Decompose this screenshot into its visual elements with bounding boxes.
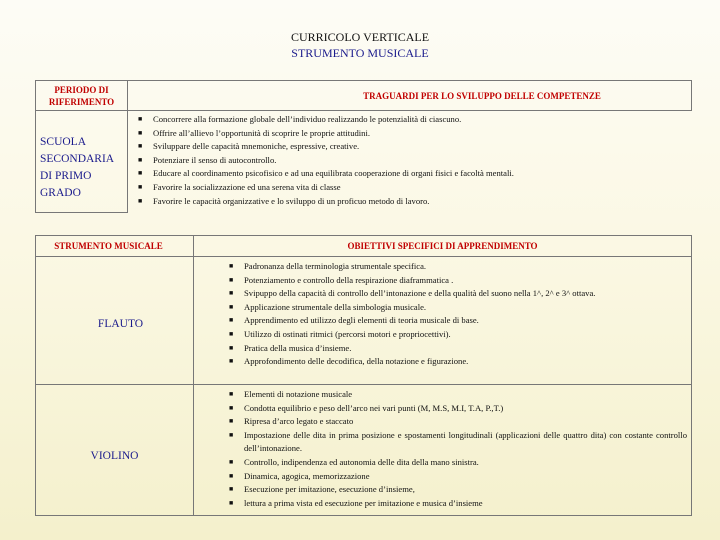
list-item xyxy=(227,355,687,369)
list-item-text: Esecuzione per imitazione, esecuzione d’insieme, xyxy=(244,484,415,495)
flauto-objectives-cell xyxy=(194,257,692,385)
bullet-square-icon: ■ xyxy=(229,316,234,325)
list-item-text: Approfondimento delle decodifica, della notazione e figurazione. xyxy=(244,356,469,367)
list-item-text: Offrire all’allievo l’opportunità di scoprire le proprie attitudini. xyxy=(153,127,371,138)
list-item xyxy=(227,402,687,416)
instrument-name-violino: VIOLINO xyxy=(90,450,139,462)
list-item xyxy=(227,456,687,470)
list-item-text: lettura a prima vista ed esecuzione per imitazione e musica d’insieme xyxy=(244,497,483,508)
document-title: CURRICOLO VERTICALE xyxy=(290,30,430,44)
list-item-text: Pratica della musica d’insieme. xyxy=(244,342,352,353)
strumento-header-cell xyxy=(36,236,194,257)
list-item xyxy=(136,127,692,141)
school-level-cell xyxy=(36,111,128,213)
list-item-text: Utilizzo di ostinati ritmici (percorsi motori e propriocettivi). xyxy=(244,328,451,339)
instrument-name-flauto: FLAUTO xyxy=(97,317,144,330)
violino-objectives-list xyxy=(194,385,691,510)
list-item xyxy=(227,497,687,511)
periodo-header-cell xyxy=(36,81,128,111)
list-item xyxy=(227,301,687,315)
list-item xyxy=(227,388,687,402)
list-item-text: Dinamica, agogica, memorizzazione xyxy=(244,470,370,481)
list-item-text: Potenziare il senso di autocontrollo. xyxy=(153,154,277,165)
bullet-square-icon: ■ xyxy=(138,182,143,191)
list-item xyxy=(136,195,692,209)
traguardi-header: TRAGUARDI PER LO SVILUPPO DELLE COMPETENZE xyxy=(363,90,601,101)
list-item-text: Controllo, indipendenza ed autonomia delle dita della mano sinistra. xyxy=(244,456,479,467)
bullet-square-icon: ■ xyxy=(229,430,234,439)
list-item xyxy=(136,140,692,154)
bullet-square-icon: ■ xyxy=(229,289,234,298)
bullet-square-icon: ■ xyxy=(138,142,143,151)
traguardi-list-cell xyxy=(128,111,692,213)
bullet-square-icon: ■ xyxy=(138,128,143,137)
list-item-text: Padronanza della terminologia strumentale specifica. xyxy=(244,261,427,271)
list-item-text: Educare al coordinamento psicofisico e ad una equilibrata cooperazione di organi fisici e facoltà mentali. xyxy=(153,168,514,179)
list-item xyxy=(227,429,687,456)
obiettivi-header: OBIETTIVI SPECIFICI DI APPRENDIMENTO xyxy=(347,241,538,251)
bullet-square-icon: ■ xyxy=(229,343,234,352)
list-item-text: Favorire le capacità organizzative e lo sviluppo di un proficuo metodo di lavoro. xyxy=(153,195,430,206)
list-item-text: Condotta equilibrio e peso dell’arco nei vari punti (M, M.S, M.I, T.A, P.,T.) xyxy=(244,402,504,413)
list-item xyxy=(227,470,687,484)
bullet-square-icon: ■ xyxy=(229,302,234,311)
list-item xyxy=(136,154,692,168)
bullet-square-icon: ■ xyxy=(229,329,234,338)
list-item-text: Concorrere alla formazione globale dell’individuo realizzando le potenzialità di ciascuno. xyxy=(153,114,462,124)
bullet-square-icon: ■ xyxy=(229,498,234,507)
bullet-square-icon: ■ xyxy=(138,196,143,205)
list-item xyxy=(227,260,687,274)
bullet-square-icon: ■ xyxy=(138,169,143,178)
bullet-square-icon: ■ xyxy=(229,262,234,270)
bullet-square-icon: ■ xyxy=(229,390,234,398)
list-item-text: Sviluppare delle capacità mnemoniche, espressive, creative. xyxy=(153,141,360,152)
bullet-square-icon: ■ xyxy=(229,417,234,426)
bullet-square-icon: ■ xyxy=(229,485,234,494)
list-item xyxy=(227,274,687,288)
bullet-square-icon: ■ xyxy=(138,155,143,164)
list-item xyxy=(227,287,687,301)
flauto-objectives-list xyxy=(194,257,691,369)
document-title-block xyxy=(0,29,720,61)
bullet-square-icon: ■ xyxy=(229,403,234,412)
flauto-name-cell xyxy=(36,257,194,385)
list-item xyxy=(136,181,692,195)
obiettivi-table xyxy=(35,235,692,516)
bullet-square-icon: ■ xyxy=(229,275,234,284)
list-item-text: Apprendimento ed utilizzo degli elementi di teoria musicale di base. xyxy=(244,315,479,326)
strumento-header: STRUMENTO MUSICALE xyxy=(54,241,163,251)
list-item-text: Favorire la socializzazione ed una serena vita di classe xyxy=(153,181,341,192)
traguardi-header-cell xyxy=(128,81,692,111)
list-item xyxy=(227,415,687,429)
periodo-header: PERIODO DI RIFERIMENTO xyxy=(48,84,115,107)
bullet-square-icon: ■ xyxy=(138,115,143,123)
bullet-square-icon: ■ xyxy=(229,457,234,466)
list-item-text: Ripresa d’arco legato e staccato xyxy=(244,416,354,427)
obiettivi-header-cell xyxy=(194,236,692,257)
bullet-square-icon: ■ xyxy=(229,471,234,480)
bullet-square-icon: ■ xyxy=(229,357,234,366)
traguardi-table xyxy=(35,80,692,213)
list-item xyxy=(136,167,692,181)
violino-objectives-cell xyxy=(194,385,692,516)
list-item xyxy=(227,314,687,328)
document-subtitle: STRUMENTO MUSICALE xyxy=(291,46,429,60)
list-item-text: Elementi di notazione musicale xyxy=(244,389,353,399)
list-item xyxy=(227,328,687,342)
violino-name-cell xyxy=(36,385,194,516)
list-item-text: Impostazione delle dita in prima posizione e spostamenti longitudinali (applicazioni delle quattro dita) con costante controllo dell’intonazione. xyxy=(244,429,687,454)
list-item xyxy=(136,113,692,127)
list-item-text: Svipuppo della capacità di controllo dell’intonazione e della qualità del suono nella 1^, 2^ e 3^ ottava. xyxy=(244,288,596,299)
list-item-text: Potenziamento e controllo della respirazione diaframmatica . xyxy=(244,274,454,285)
school-level: SCUOLA SECONDARIA DI PRIMO GRADO xyxy=(40,136,114,199)
list-item xyxy=(227,342,687,356)
traguardi-list xyxy=(128,111,692,208)
list-item-text: Applicazione strumentale della simbologia musicale. xyxy=(244,301,427,312)
list-item xyxy=(227,483,687,497)
